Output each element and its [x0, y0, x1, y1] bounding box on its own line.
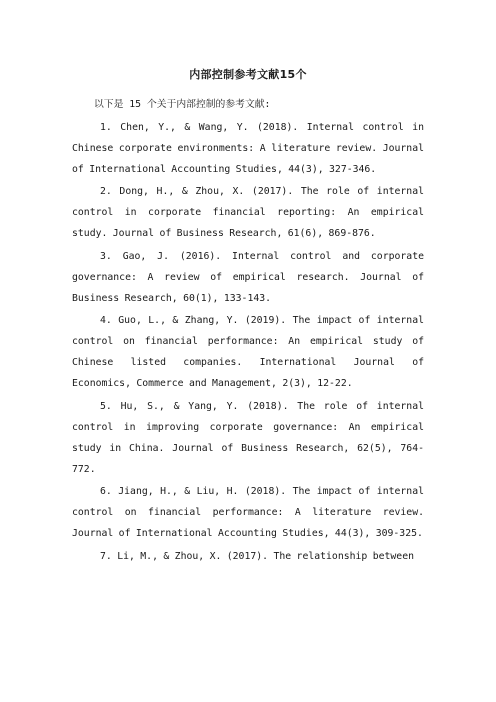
reference-item: 1. Chen, Y., & Wang, Y. (2018). Internal control in Chinese corporate environments: A literature review. Journal of International Accounting Studies, 44(3), 327-346. — [72, 121, 424, 175]
reference-item: 5. Hu, S., & Yang, Y. (2018). The role of internal control in improving corporate governance: An empirical study in China. Journal of Business Research, 62(5), 764-772. — [72, 400, 424, 475]
reference-item: 3. Gao, J. (2016). Internal control and corporate governance: A review of empirical research. Journal of Business Research, 60(1), 133-143. — [72, 250, 424, 304]
document-body — [72, 94, 424, 568]
reference-item: 2. Dong, H., & Zhou, X. (2017). The role of internal control in corporate financial reporting: An empirical study. Journal of Business Research, 61(6), 869-876. — [72, 186, 424, 239]
document-title: 内部控制参考文献15个 — [189, 68, 307, 81]
intro-paragraph: 以下是 15 个关于内部控制的参考文献: — [94, 99, 271, 110]
reference-item: 4. Guo, L., & Zhang, Y. (2019). The impact of internal control on financial performance: An empirical study of Chinese listed companies. International Journal of Economics, Commerce and Management, 2(3), 12-22. — [72, 315, 424, 389]
reference-item: 6. Jiang, H., & Liu, H. (2018). The impact of internal control on financial performance: A literature review. Journal of International Accounting Studies, 44(3), 309-325. — [72, 486, 424, 539]
reference-item: 7. Li, M., & Zhou, X. (2017). The relationship between — [100, 550, 415, 562]
